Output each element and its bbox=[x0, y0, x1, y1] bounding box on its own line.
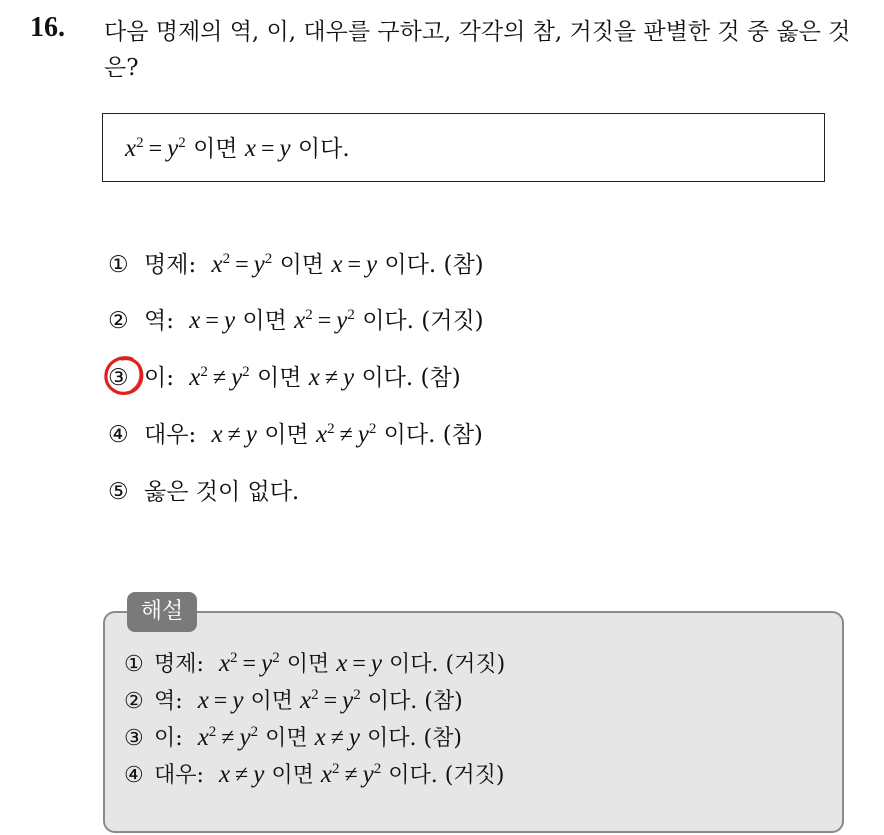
choice-text: 옳은 것이 없다. bbox=[144, 479, 300, 505]
exponent: 2 bbox=[347, 307, 355, 323]
var-x: x bbox=[336, 650, 348, 677]
if-then-word: 이면 bbox=[256, 365, 302, 391]
choice-number: ② bbox=[108, 308, 129, 334]
var-y: y bbox=[357, 421, 369, 448]
not-equal-sign: ≠ bbox=[227, 422, 241, 448]
choice-number: ④ bbox=[108, 422, 129, 448]
exponent: 2 bbox=[178, 135, 186, 151]
var-x: x bbox=[197, 687, 209, 714]
equals-sign: = bbox=[205, 308, 219, 334]
var-x: x bbox=[299, 687, 312, 714]
statement-box bbox=[102, 113, 825, 182]
var-y: y bbox=[223, 307, 236, 334]
var-y: y bbox=[348, 724, 360, 751]
exponent: 2 bbox=[305, 307, 313, 323]
var-x: x bbox=[314, 724, 326, 751]
colon: : bbox=[175, 726, 183, 751]
equals-sign: = bbox=[148, 136, 163, 162]
var-y: y bbox=[231, 364, 243, 391]
choice-3[interactable] bbox=[108, 359, 461, 397]
choice-4[interactable] bbox=[108, 416, 483, 454]
if-then-word: 이면 bbox=[279, 252, 325, 278]
question-text: 다음 명제의 역, 이, 대우를 구하고, 각각의 참, 거짓을 판별한 것 중 옳은 것은? bbox=[104, 19, 851, 81]
verdict: (거짓) bbox=[445, 652, 506, 677]
colon: : bbox=[196, 763, 204, 788]
verdict: (참) bbox=[423, 726, 462, 751]
colon: : bbox=[166, 308, 174, 334]
answer-circle-mark bbox=[102, 353, 146, 397]
var-y: y bbox=[261, 650, 273, 677]
var-y: y bbox=[343, 364, 355, 391]
equals-sign: = bbox=[352, 651, 366, 677]
var-x: x bbox=[211, 421, 223, 448]
not-equal-sign: ≠ bbox=[221, 725, 235, 751]
var-x: x bbox=[218, 761, 231, 788]
verdict: (참) bbox=[420, 365, 461, 391]
ending-word: 이다. bbox=[383, 422, 436, 448]
solution-number: ③ bbox=[124, 726, 144, 751]
choice-label: 역 bbox=[144, 308, 167, 334]
ending-word: 이다. bbox=[388, 763, 438, 788]
choice-number: ① bbox=[108, 252, 129, 278]
var-y: y bbox=[365, 251, 378, 278]
solution-line-1 bbox=[124, 646, 505, 682]
var-x: x bbox=[294, 307, 306, 334]
not-equal-sign: ≠ bbox=[339, 422, 353, 448]
var-x: x bbox=[244, 135, 256, 162]
ending-word: 이다. bbox=[297, 136, 350, 162]
var-x: x bbox=[197, 724, 209, 751]
if-then-word: 이면 bbox=[271, 763, 314, 788]
choice-number: ⑤ bbox=[108, 479, 129, 505]
exponent: 2 bbox=[272, 650, 280, 666]
if-then-word: 이면 bbox=[250, 689, 293, 714]
ending-word: 이다. bbox=[366, 726, 417, 751]
not-equal-sign: ≠ bbox=[344, 762, 358, 788]
exponent: 2 bbox=[136, 135, 144, 151]
ending-word: 이다. bbox=[384, 252, 437, 278]
colon: : bbox=[188, 252, 197, 278]
equals-sign: = bbox=[242, 651, 257, 677]
solution-line-3 bbox=[124, 720, 462, 756]
var-y: y bbox=[245, 421, 257, 448]
exponent: 2 bbox=[373, 761, 382, 777]
var-x: x bbox=[308, 364, 320, 391]
var-y: y bbox=[253, 251, 265, 278]
if-then-word: 이면 bbox=[242, 308, 287, 334]
solution-label-text: 역 bbox=[154, 689, 176, 714]
not-equal-sign: ≠ bbox=[330, 725, 344, 751]
exponent: 2 bbox=[264, 251, 273, 267]
exponent: 2 bbox=[311, 687, 319, 703]
solution-label-text: 이 bbox=[154, 726, 176, 751]
equals-sign: = bbox=[323, 688, 338, 714]
choice-1[interactable] bbox=[108, 246, 484, 284]
solution-line-4 bbox=[124, 757, 504, 793]
var-x: x bbox=[189, 364, 201, 391]
solution-number: ① bbox=[124, 652, 144, 677]
choice-2[interactable] bbox=[108, 302, 484, 340]
equals-sign: = bbox=[260, 136, 275, 162]
var-x: x bbox=[218, 650, 231, 677]
choice-label: 명제 bbox=[144, 252, 189, 278]
var-x: x bbox=[320, 761, 332, 788]
if-then-word: 이면 bbox=[193, 136, 238, 162]
equals-sign: = bbox=[235, 252, 249, 278]
exponent: 2 bbox=[230, 650, 238, 666]
colon: : bbox=[196, 652, 204, 677]
var-x: x bbox=[315, 421, 328, 448]
solution-label-text: 명제 bbox=[154, 652, 197, 677]
verdict: (참) bbox=[442, 422, 483, 448]
if-then-word: 이면 bbox=[265, 726, 308, 751]
ending-word: 이다. bbox=[388, 652, 439, 677]
equals-sign: = bbox=[347, 252, 361, 278]
var-y: y bbox=[167, 135, 179, 162]
if-then-word: 이면 bbox=[286, 652, 330, 677]
if-then-word: 이면 bbox=[264, 422, 309, 448]
exponent: 2 bbox=[242, 364, 250, 380]
exponent: 2 bbox=[368, 421, 377, 437]
solution-label: 해설 bbox=[127, 592, 197, 632]
ending-word: 이다. bbox=[367, 689, 418, 714]
verdict: (거짓) bbox=[421, 308, 484, 334]
exponent: 2 bbox=[222, 251, 231, 267]
var-x: x bbox=[211, 251, 223, 278]
verdict: (거짓) bbox=[444, 763, 505, 788]
exponent: 2 bbox=[200, 364, 208, 380]
exponent: 2 bbox=[208, 724, 217, 740]
choice-label: 이 bbox=[144, 365, 167, 391]
exponent: 2 bbox=[331, 761, 340, 777]
var-y: y bbox=[362, 761, 374, 788]
equals-sign: = bbox=[213, 688, 228, 714]
var-y: y bbox=[370, 650, 382, 677]
var-y: y bbox=[232, 687, 244, 714]
choice-5[interactable] bbox=[108, 473, 299, 511]
equals-sign: = bbox=[317, 308, 332, 334]
ending-word: 이다. bbox=[361, 365, 414, 391]
colon: : bbox=[188, 422, 197, 448]
solution-label-text: 대우 bbox=[154, 763, 197, 788]
ending-word: 이다. bbox=[362, 308, 414, 334]
var-y: y bbox=[253, 761, 265, 788]
exponent: 2 bbox=[250, 724, 259, 740]
solution-number: ② bbox=[124, 689, 144, 714]
var-x: x bbox=[125, 135, 137, 162]
solution-number: ④ bbox=[124, 763, 144, 788]
choice-number: ③ bbox=[108, 365, 129, 391]
not-equal-sign: ≠ bbox=[235, 762, 249, 788]
var-y: y bbox=[342, 687, 354, 714]
verdict: (참) bbox=[424, 689, 463, 714]
colon: : bbox=[166, 365, 174, 391]
verdict: (참) bbox=[443, 252, 484, 278]
exponent: 2 bbox=[327, 421, 335, 437]
var-x: x bbox=[331, 251, 343, 278]
not-equal-sign: ≠ bbox=[212, 365, 227, 391]
exponent: 2 bbox=[353, 687, 361, 703]
not-equal-sign: ≠ bbox=[324, 365, 339, 391]
choice-label: 대우 bbox=[144, 422, 189, 448]
colon: : bbox=[175, 689, 183, 714]
var-y: y bbox=[336, 307, 348, 334]
question-number: 16. bbox=[30, 12, 65, 43]
var-x: x bbox=[189, 307, 201, 334]
solution-line-2 bbox=[124, 683, 463, 719]
var-y: y bbox=[239, 724, 251, 751]
var-y: y bbox=[279, 135, 291, 162]
